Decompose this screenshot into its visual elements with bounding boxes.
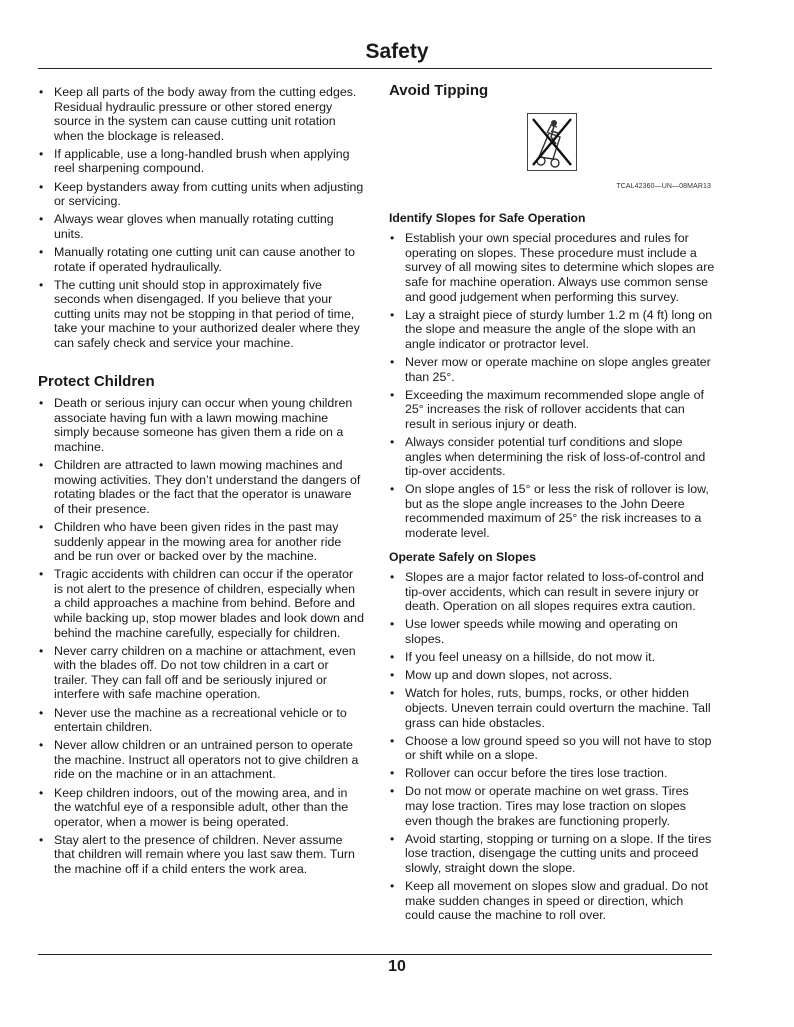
list-item: • Keep all movement on slopes slow and gradual. Do not make sudden changes in speed or direction, which could cause the machine to roll over. (389, 879, 715, 923)
list-item: • Keep children indoors, out of the mowing area, and in the watchful eye of a responsible adult, other than the operator, when a mower is being operated. (38, 786, 365, 830)
list-item: • Always consider potential turf conditions and slope angles when determining the risk of loss-of-control and tip-over accidents. (389, 435, 715, 479)
list-item: • Tragic accidents with children can occur if the operator is not alert to the presence of children, especially when a child approaches a machine from behind. Before and while backing up, stop mower blades and look down and behind the machine carefully, especially for children. (38, 567, 365, 640)
list-item: • Never allow children or an untrained person to operate the machine. Instruct all operators not to give children a ride on the machine or in an attachment. (38, 738, 365, 782)
avoid-tipping-heading: Avoid Tipping (389, 82, 489, 99)
protect-children-list (38, 396, 365, 876)
intro-list (38, 85, 365, 351)
left-column (38, 85, 365, 880)
list-item: • Manually rotating one cutting unit can cause another to rotate if operated hydraulically. (38, 245, 365, 274)
list-item: • Stay alert to the presence of children. Never assume that children will remain where you last saw them. Turn the machine off if a child enters the work area. (38, 833, 365, 877)
list-item: • Use lower speeds while mowing and operating on slopes. (389, 617, 715, 646)
header-rule (38, 68, 712, 69)
list-item: • Always wear gloves when manually rotating cutting units. (38, 212, 365, 241)
list-item: • Keep all parts of the body away from the cutting edges. Residual hydraulic pressure or other stored energy source in the system can cause cutting unit rotation when the blockage is released. (38, 85, 365, 143)
list-item: • Children are attracted to lawn mowing machines and mowing activities. They don’t understand the dangers of rotating blades or the fact that the operator is unaware of their presence. (38, 458, 365, 516)
list-item: • Mow up and down slopes, not across. (389, 668, 715, 683)
list-item: • Do not mow or operate machine on wet grass. Tires may lose traction. Tires may lose traction on slopes even though the brakes are functioning properly. (389, 784, 715, 828)
identify-slopes-list (389, 231, 715, 540)
list-item: • Never carry children on a machine or attachment, even with the blades off. Do not tow children in a cart or trailer. They can fall off and be seriously injured or interfere with safe machine operation. (38, 644, 365, 702)
list-item: • Rollover can occur before the tires lose traction. (389, 766, 715, 781)
list-item: • On slope angles of 15° or less the risk of rollover is low, but as the slope angle increases to the John Deere recommended maximum of 25° the risk increases to a moderate level. (389, 482, 715, 540)
page-number: 10 (388, 958, 406, 975)
list-item: • Lay a straight piece of sturdy lumber 1.2 m (4 ft) long on the slope and measure the angle of the slope with an angle indicator or protractor level. (389, 308, 715, 352)
page-title: Safety (365, 40, 429, 63)
identify-slopes-heading: Identify Slopes for Safe Operation (389, 210, 586, 225)
list-item: • Avoid starting, stopping or turning on a slope. If the tires lose traction, disengage the cutting units and proceed slowly, straight down the slope. (389, 832, 715, 876)
list-item: • Never use the machine as a recreational vehicle or to entertain children. (38, 706, 365, 735)
list-item: • If applicable, use a long-handled brush when applying reel sharpening compound. (38, 147, 365, 176)
list-item: • Establish your own special procedures and rules for operating on slopes. These procedure must include a survey of all mowing sites to determine which slopes are safe for machine operation. Always use common sense and good judgement when performing this survey. (389, 231, 715, 304)
footer-rule (38, 954, 712, 955)
operate-safely-heading: Operate Safely on Slopes (389, 549, 536, 564)
list-item: • Children who have been given rides in the past may suddenly appear in the mowing area for another ride and be run over or backed over by the machine. (38, 520, 365, 564)
operate-safely-list (389, 570, 715, 923)
list-item: • Keep bystanders away from cutting units when adjusting or servicing. (38, 180, 365, 209)
right-column (389, 84, 715, 926)
protect-children-heading: Protect Children (38, 372, 155, 390)
list-item: • Exceeding the maximum recommended slope angle of 25° increases the risk of rollover accidents that can result in serious injury or death. (389, 388, 715, 432)
figure-caption: TCAL42360—UN—08MAR13 (616, 182, 711, 190)
list-item: • If you feel uneasy on a hillside, do not mow it. (389, 650, 715, 665)
list-item: • Slopes are a major factor related to loss-of-control and tip-over accidents, which can result in severe injury or death. Operation on all slopes requires extra caution. (389, 570, 715, 614)
list-item: • Never mow or operate machine on slope angles greater than 25°. (389, 355, 715, 384)
list-item: • Death or serious injury can occur when young children associate having fun with a lawn mowing machine simply because someone has given them a ride on a machine. (38, 396, 365, 454)
no-tipping-icon (527, 113, 577, 171)
list-item: • The cutting unit should stop in approximately five seconds when disengaged. If you believe that your cutting units may not be stopping in that period of time, take your machine to your authorized dealer where they can safely check and service your machine. (38, 278, 365, 351)
list-item: • Watch for holes, ruts, bumps, rocks, or other hidden objects. Uneven terrain could overturn the machine. Tall grass can hide obstacles. (389, 686, 715, 730)
list-item: • Choose a low ground speed so you will not have to stop or shift while on a slope. (389, 734, 715, 763)
avoid-tipping-figure (389, 105, 715, 190)
